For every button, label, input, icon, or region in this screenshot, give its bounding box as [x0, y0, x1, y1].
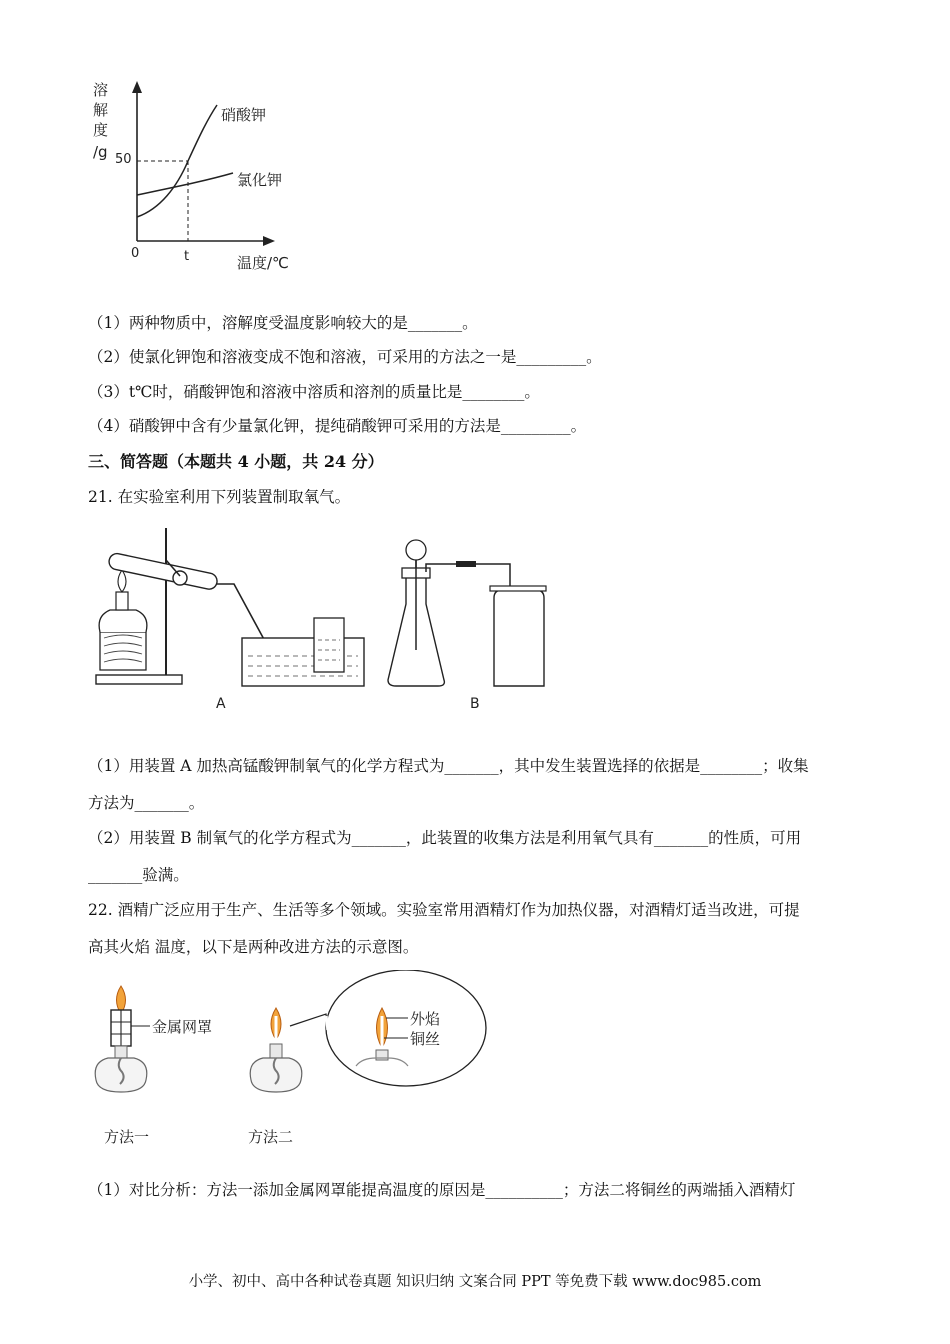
q20-item: （4）硝酸钾中含有少量氯化钾，提纯硝酸钾可采用的方法是_________。: [88, 417, 587, 435]
lamp-neck-1: [115, 1046, 127, 1058]
series-label-kcl: 氯化钾: [237, 171, 283, 189]
figure-label-a: A: [216, 696, 226, 712]
lamp-body: [99, 610, 147, 632]
q21-part1-line2: 方法为_______。: [88, 794, 205, 812]
x-axis-arrow: [263, 236, 275, 246]
q21-part2-line2: _______验满。: [88, 866, 189, 884]
solubility-chart: [85, 75, 315, 280]
q22-stem-line2: 高其火焰 温度，以下是两种改进方法的示意图。: [88, 938, 419, 956]
q20-item: （2）使氯化钾饱和溶液变成不饱和溶液，可采用的方法之一是_________。: [88, 348, 602, 366]
series-line-kcl: [137, 173, 233, 195]
q21-stem: 21. 在实验室利用下列装置制取氧气。: [88, 488, 351, 506]
label-copper-wire: 铜丝: [410, 1030, 441, 1048]
label-outer-flame: 外焰: [410, 1010, 441, 1028]
lamp-figure: [86, 970, 496, 1155]
section-heading: 三、简答题（本题共 4 小题，共 24 分）: [88, 452, 384, 471]
q22-stem-line1: 22. 酒精广泛应用于生产、生活等多个领域。实验室常用酒精灯作为加热仪器，对酒精灯适当改进，可提: [88, 901, 800, 919]
gas-bottle: [314, 618, 344, 672]
lamp-body-method2: [250, 1058, 302, 1092]
rubber-tube: [456, 561, 476, 567]
funnel-bulb: [406, 540, 426, 560]
y-label-char: 度: [93, 121, 109, 139]
lamp-wick-holder: [116, 592, 128, 610]
zoom-pointer-cover: [327, 1016, 328, 1030]
q21-part1-line1: （1）用装置 A 加热高锰酸钾制氧气的化学方程式为_______，其中发生装置选择的依据是________；收集: [88, 757, 809, 775]
collection-bottle: [494, 590, 544, 686]
stand-base: [96, 675, 182, 684]
series-label-kno3: 硝酸钾: [221, 106, 267, 124]
water-trough: [242, 638, 364, 686]
figure-label-b: B: [470, 696, 480, 712]
x-tick-label: t: [184, 249, 190, 264]
q22-part1: （1）对比分析：方法一添加金属网罩能提高温度的原因是__________；方法二将铜丝的两端插入酒精灯: [88, 1181, 796, 1199]
x-axis-label: 温度/℃: [237, 254, 289, 272]
apparatus-figure: [86, 520, 566, 720]
zoom-callout-pointer: [290, 1014, 328, 1032]
y-tick-label: 50: [115, 152, 132, 167]
q21-part2-line1: （2）用装置 B 制氧气的化学方程式为_______，此装置的收集方法是利用氧气具有_______的性质，可用: [88, 829, 802, 847]
q20-item: （1）两种物质中，溶解度受温度影响较大的是_______。: [88, 314, 478, 332]
series-line-kno3: [137, 105, 217, 217]
zoom-bubble: [326, 970, 486, 1086]
label-method2: 方法二: [248, 1128, 294, 1146]
y-axis-arrow: [132, 81, 142, 93]
lamp-body-method1: [95, 1058, 147, 1092]
lamp-neck-2: [270, 1044, 282, 1058]
page-footer: 小学、初中、高中各种试卷真题 知识归纳 文案合同 PPT 等免费下载 www.doc985.com: [188, 1274, 762, 1290]
label-method1: 方法一: [104, 1128, 150, 1146]
y-label-char: 解: [93, 101, 109, 119]
flame-a: [118, 570, 126, 592]
label-metal-mesh: 金属网罩: [152, 1018, 213, 1036]
bottle-cover: [490, 586, 546, 591]
y-label-char: 溶: [93, 81, 109, 99]
y-label-char: /g: [93, 143, 108, 161]
origin-label: 0: [131, 246, 140, 261]
y-axis-label: [93, 81, 108, 161]
q20-item: （3）t℃时，硝酸钾饱和溶液中溶质和溶剂的质量比是________。: [88, 383, 540, 401]
clamp: [173, 571, 187, 585]
